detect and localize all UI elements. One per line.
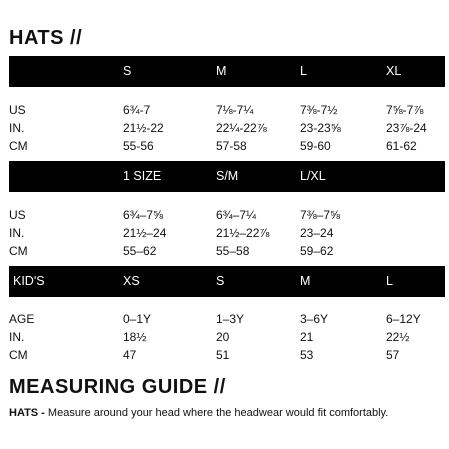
- table-cell: 21½-22: [123, 121, 164, 135]
- header-size-sm: S/M: [216, 169, 239, 183]
- row-label: IN.: [9, 226, 25, 240]
- table-cell: 51: [216, 348, 230, 362]
- row-label: US: [9, 208, 26, 222]
- row-label: IN.: [9, 330, 25, 344]
- header-size-m: M: [216, 64, 227, 78]
- row-label: CM: [9, 244, 28, 258]
- note-text: Measure around your head where the headwear would fit comfortably.: [44, 407, 389, 419]
- measuring-note: [9, 407, 388, 419]
- header-size-xl: XL: [386, 64, 402, 78]
- table-cell: 59–62: [300, 244, 334, 258]
- table-cell: 7⅝-7⅞: [386, 103, 424, 117]
- table-cell: 0–1Y: [123, 312, 152, 326]
- header-size-s: S: [123, 64, 132, 78]
- table-cell: 1–3Y: [216, 312, 245, 326]
- table-cell: 59-60: [300, 139, 331, 153]
- row-label: CM: [9, 139, 28, 153]
- kids-header-bar: [9, 266, 445, 297]
- row-label: US: [9, 103, 26, 117]
- table-cell: 61-62: [386, 139, 417, 153]
- table-cell: 55-56: [123, 139, 154, 153]
- header-size-l: L: [300, 64, 307, 78]
- note-label: HATS -: [9, 407, 45, 419]
- table-cell: 7⅛-7¼: [216, 103, 254, 117]
- table-cell: 7⅜-7½: [300, 103, 338, 117]
- table-cell: 55–58: [216, 244, 250, 258]
- table-cell: 7⅜–7⅝: [300, 208, 341, 222]
- hats-header-bar: [9, 56, 445, 87]
- header-size-lxl: L/XL: [300, 169, 326, 183]
- table-cell: 53: [300, 348, 314, 362]
- table-cell: 55–62: [123, 244, 157, 258]
- table-cell: 22½: [386, 330, 410, 344]
- hats-title: HATS //: [9, 27, 83, 49]
- header-kids: KID'S: [13, 274, 45, 288]
- table-cell: 6¾-7: [123, 103, 151, 117]
- one-size-header-bar: [9, 161, 445, 192]
- table-cell: 18½: [123, 330, 147, 344]
- table-cell: 21½–24: [123, 226, 167, 240]
- row-label: AGE: [9, 312, 35, 326]
- table-cell: 57: [386, 348, 400, 362]
- table-cell: 57-58: [216, 139, 247, 153]
- table-cell: 21: [300, 330, 314, 344]
- table-cell: 23-23⅝: [300, 121, 341, 135]
- table-cell: 20: [216, 330, 230, 344]
- table-cell: 23–24: [300, 226, 334, 240]
- table-cell: 47: [123, 348, 137, 362]
- table-cell: 6–12Y: [386, 312, 421, 326]
- header-one-size: 1 SIZE: [123, 169, 162, 183]
- table-cell: 6¾–7¼: [216, 208, 257, 222]
- header-size-m: M: [300, 274, 311, 288]
- table-cell: 6¾–7⅝: [123, 208, 164, 222]
- header-size-s: S: [216, 274, 225, 288]
- table-cell: 22¼-22⅞: [216, 121, 267, 135]
- header-size-xs: XS: [123, 274, 140, 288]
- header-size-l: L: [386, 274, 393, 288]
- table-cell: 21½–22⅞: [216, 226, 270, 240]
- row-label: IN.: [9, 121, 25, 135]
- table-cell: 3–6Y: [300, 312, 329, 326]
- table-cell: 23⅞-24: [386, 121, 427, 135]
- measuring-guide-title: MEASURING GUIDE //: [9, 376, 226, 398]
- row-label: CM: [9, 348, 28, 362]
